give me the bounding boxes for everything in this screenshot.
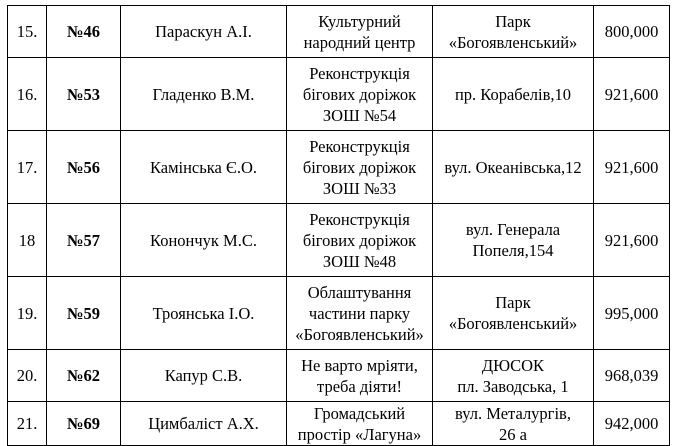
project-code: №57	[47, 204, 121, 277]
project-amount: 995,000	[594, 277, 670, 350]
project-title-line: Громадський	[313, 403, 406, 423]
table-row	[8, 277, 670, 350]
project-amount: 968,039	[594, 350, 670, 402]
project-title-line: бігових доріжок	[302, 230, 417, 250]
project-address-line: ДЮСОК	[481, 355, 545, 375]
project-code: №46	[47, 6, 121, 58]
project-address-line: пл. Заводська, 1	[457, 376, 569, 396]
project-address	[433, 58, 594, 131]
row-number: 19.	[8, 277, 47, 350]
project-code: №69	[47, 402, 121, 446]
project-author: Конончук М.С.	[121, 204, 287, 277]
project-title-line: Реконструкція	[309, 209, 410, 229]
project-title-line: Реконструкція	[309, 136, 410, 156]
project-address-line: Попеля,154	[472, 241, 554, 260]
project-code: №62	[47, 350, 121, 402]
project-title-line: частини парку	[308, 303, 411, 323]
project-title-line: «Богоявленський»	[295, 324, 424, 344]
project-address	[433, 131, 594, 204]
project-address	[433, 350, 594, 402]
project-title-line: Реконструкція	[309, 63, 410, 83]
projects-table	[7, 5, 670, 446]
project-address	[433, 204, 594, 277]
table-row	[8, 58, 670, 131]
project-address-line: вул. Океанівська,12	[444, 157, 582, 177]
project-title-line: ЗОШ №33	[322, 178, 397, 198]
project-title-line: простір «Лагуна»	[297, 424, 422, 444]
project-title-line: треба діяти!	[317, 376, 402, 396]
project-title-line: ЗОШ №54	[322, 105, 397, 125]
projects-table-body	[8, 6, 670, 446]
table-row	[8, 204, 670, 277]
row-number: 20.	[8, 350, 47, 402]
project-author: Камінська Є.О.	[121, 131, 287, 204]
project-title	[287, 131, 433, 204]
project-address-line: Парк	[495, 11, 531, 31]
project-author: Параскун А.І.	[121, 6, 287, 58]
project-title-line: народний центр	[303, 32, 416, 52]
project-title-line: бігових доріжок	[302, 84, 417, 104]
table-row	[8, 402, 670, 446]
project-amount: 800,000	[594, 6, 670, 58]
project-address-line: пр. Корабелів,10	[454, 84, 572, 104]
project-address	[433, 277, 594, 350]
project-author: Цимбаліст А.Х.	[121, 402, 287, 446]
table-row	[8, 350, 670, 402]
project-title-line: ЗОШ №48	[322, 251, 397, 271]
project-code: №59	[47, 277, 121, 350]
project-author: Троянська І.О.	[121, 277, 287, 350]
project-title-line: бігових доріжок	[302, 157, 417, 177]
project-address-line: вул. Металургів,	[455, 403, 571, 423]
table-row	[8, 6, 670, 58]
project-code: №53	[47, 58, 121, 131]
row-number: 21.	[8, 402, 47, 446]
project-address-line: «Богоявленський»	[448, 314, 578, 333]
project-title	[287, 350, 433, 402]
project-title	[287, 204, 433, 277]
row-number: 18	[8, 204, 47, 277]
project-address-line: вул. Генерала	[465, 220, 561, 239]
project-amount: 921,600	[594, 131, 670, 204]
project-title	[287, 6, 433, 58]
row-number: 17.	[8, 131, 47, 204]
project-address-line: «Богоявленський»	[448, 32, 578, 52]
table-row	[8, 131, 670, 204]
project-address	[433, 402, 594, 446]
project-address	[433, 6, 594, 58]
project-amount: 942,000	[594, 402, 670, 446]
project-code: №56	[47, 131, 121, 204]
project-address-line: Парк	[495, 293, 531, 312]
project-title	[287, 58, 433, 131]
project-title-line: Культурний	[318, 11, 401, 31]
project-author: Капур С.В.	[121, 350, 287, 402]
project-author: Гладенко В.М.	[121, 58, 287, 131]
row-number: 16.	[8, 58, 47, 131]
project-title	[287, 277, 433, 350]
row-number: 15.	[8, 6, 47, 58]
project-title	[287, 402, 433, 446]
project-amount: 921,600	[594, 58, 670, 131]
project-title-line: Облаштування	[307, 282, 412, 302]
project-amount: 921,600	[594, 204, 670, 277]
project-title-line: Не варто мріяти,	[301, 355, 418, 375]
project-address-line: 26 а	[499, 424, 527, 444]
